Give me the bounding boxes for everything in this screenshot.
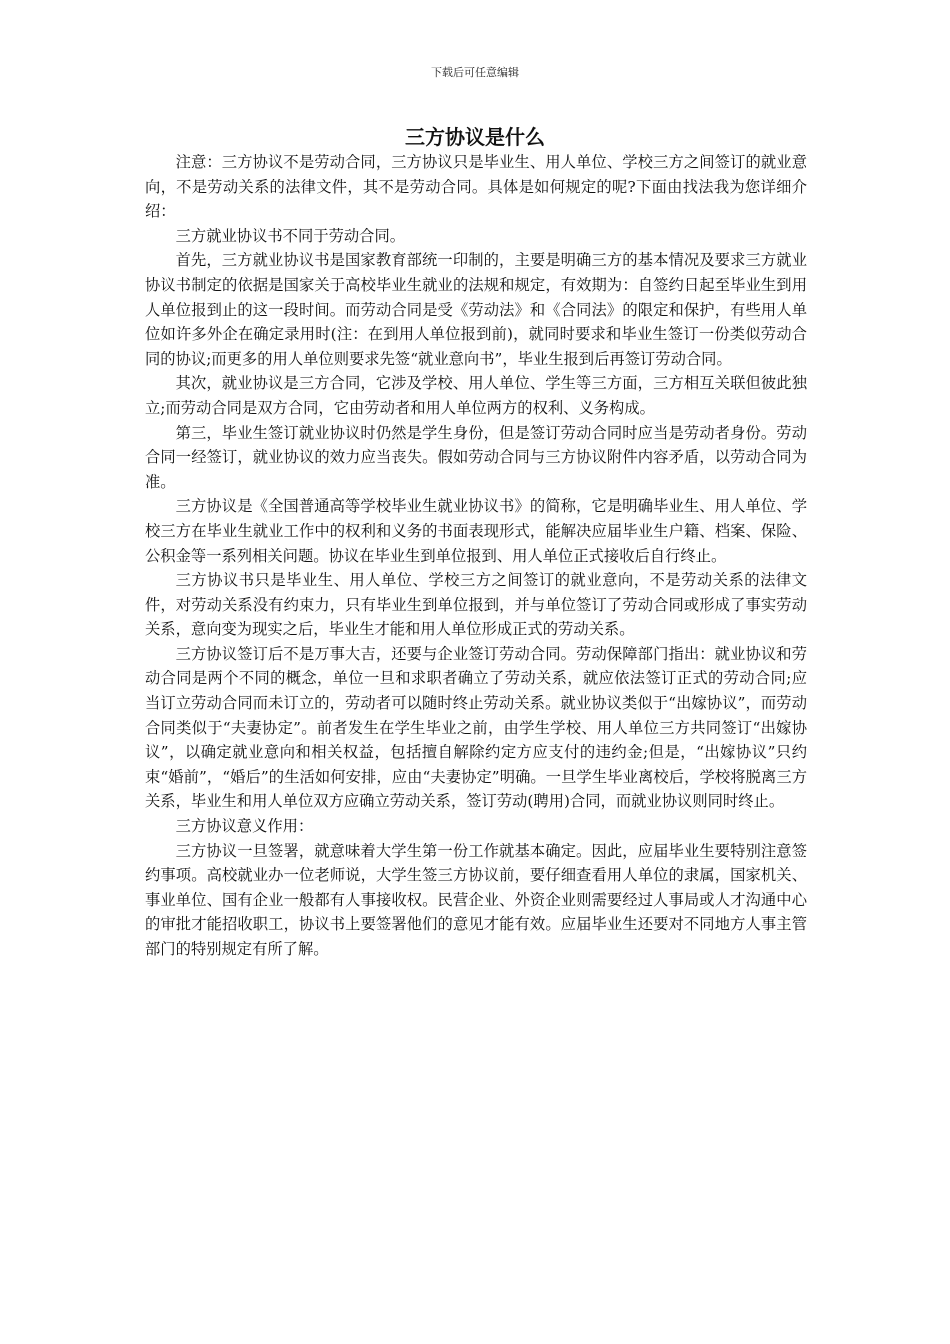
document-title: 三方协议是什么 (405, 125, 545, 149)
paragraph-second-point: 其次，就业协议是三方合同，它涉及学校、用人单位、学生等三方面，三方相互关联但彼此独立;而劳动合同是双方合同，它由劳动者和用人单位两方的权利、义务构成。 (145, 374, 807, 417)
document-body (145, 150, 807, 962)
paragraph-significance: 三方协议一旦签署，就意味着大学生第一份工作就基本确定。因此，应届毕业生要特别注意签约事项。高校就业办一位老师说，大学生签三方协议前，要仔细查看用人单位的隶属，国家机关、事业单位、国有企业一般都有人事接收权。民营企业、外资企业则需要经过人事局或人才沟通中心的审批才能招收职工，协议书上要签署他们的意见才能有效。应届毕业生还要对不同地方人事主管部门的特别规定有所了解。 (145, 841, 807, 958)
page-header: 下载后可任意编辑 (431, 66, 519, 79)
paragraph-significance-heading: 三方协议意义作用： (175, 817, 314, 836)
paragraph-labor-contract: 三方协议签订后不是万事大吉，还要与企业签订劳动合同。劳动保障部门指出：就业协议和劳动合同是两个不同的概念，单位一旦和求职者确立了劳动关系，就应依法签订正式的劳动合同;应当订立劳动合同而未订立的，劳动者可以随时终止劳动关系。就业协议类似于“出嫁协议”，而劳动合同类似于“夫妻协定”。前者发生在学生毕业之前，由学生学校、用人单位三方共同签订“出嫁协议”，以确定就业意向和相关权益，包括擅自解除约定方应支付的违约金;但是，“出嫁协议”只约束“婚前”，“婚后”的生活如何安排，应由“夫妻协定”明确。一旦学生毕业离校后，学校将脱离三方关系，毕业生和用人单位双方应确立劳动关系，签订劳动(聘用)合同，而就业协议则同时终止。 (145, 644, 807, 811)
paragraph-difference-heading: 三方就业协议书不同于劳动合同。 (175, 226, 406, 245)
paragraph-intent-only: 三方协议书只是毕业生、用人单位、学校三方之间签订的就业意向，不是劳动关系的法律文件，对劳动关系没有约束力，只有毕业生到单位报到，并与单位签订了劳动合同或形成了事实劳动关系，意向变为现实之后，毕业生才能和用人单位形成正式的劳动关系。 (145, 571, 807, 639)
paragraph-third-point: 第三，毕业生签订就业协议时仍然是学生身份，但是签订劳动合同时应当是劳动者身份。劳动合同一经签订，就业协议的效力应当丧失。假如劳动合同与三方协议附件内容矛盾，以劳动合同为准。 (145, 423, 807, 491)
paragraph-intro: 注意：三方协议不是劳动合同，三方协议只是毕业生、用人单位、学校三方之间签订的就业意向，不是劳动关系的法律文件，其不是劳动合同。具体是如何规定的呢?下面由找法我为您详细介绍： (145, 153, 807, 221)
paragraph-definition: 三方协议是《全国普通高等学校毕业生就业协议书》的简称，它是明确毕业生、用人单位、学校三方在毕业生就业工作中的权利和义务的书面表现形式，能解决应届毕业生户籍、档案、保险、公积金等一系列相关问题。协议在毕业生到单位报到、用人单位正式接收后自行终止。 (145, 497, 807, 565)
paragraph-first-point: 首先，三方就业协议书是国家教育部统一印制的，主要是明确三方的基本情况及要求三方就业协议书制定的依据是国家关于高校毕业生就业的法规和规定，有效期为：自签约日起至毕业生到用人单位报到止的这一段时间。而劳动合同是受《劳动法》和《合同法》的限定和保护，有些用人单位如许多外企在确定录用时(注：在到用人单位报到前)，就同时要求和毕业生签订一份类似劳动合同的协议;而更多的用人单位则要求先签“就业意向书”，毕业生报到后再签订劳动合同。 (145, 251, 807, 368)
